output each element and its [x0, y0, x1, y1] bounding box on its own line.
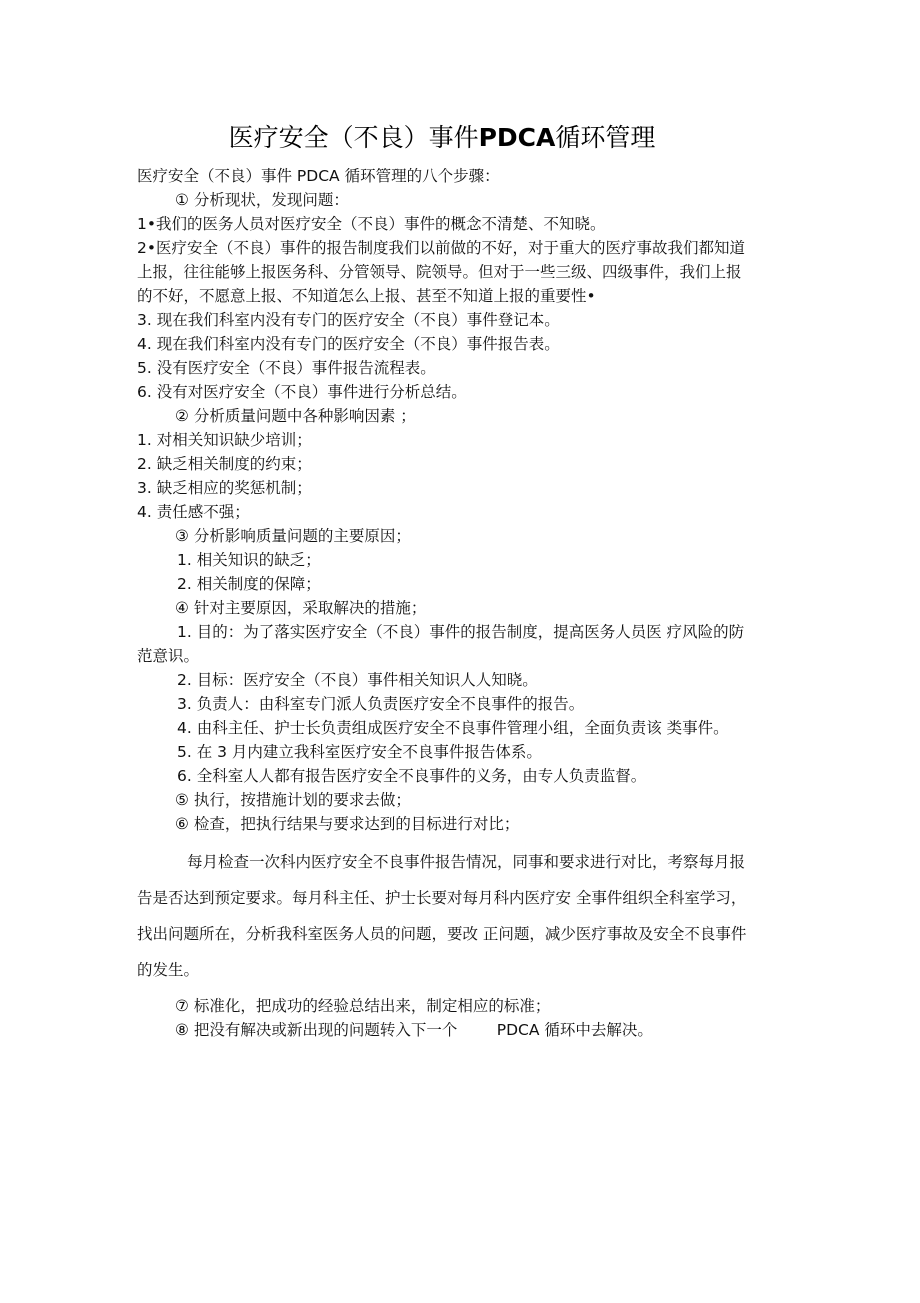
- step-4-item: 3. 负责人：由科室专门派人负责医疗安全不良事件的报告。: [177, 695, 585, 713]
- step-2-item: 3. 缺乏相应的奖惩机制；: [137, 479, 312, 497]
- title-text-pre: 医疗安全（不良）事件: [228, 123, 479, 152]
- step-4-item: 5. 在 3 月内建立我科室医疗安全不良事件报告体系。: [177, 743, 542, 761]
- intro-line: 医疗安全（不良）事件 PDCA 循环管理的八个步骤：: [137, 167, 500, 185]
- step-1-item: 5. 没有医疗安全（不良）事件报告流程表。: [137, 359, 436, 377]
- step-1-item: 2•医疗安全（不良）事件的报告制度我们以前做的不好，对于重大的医疗事故我们都知道上报，往往能够上报医务科、分管领导、院领导。但对于一些三级、四级事件，我们上报的不好，不愿意上报、不知道怎么上报、甚至不知道上报的重要性•: [137, 239, 746, 305]
- title-text-pdca: PDCA: [478, 123, 556, 152]
- step-1-item: 3. 现在我们科室内没有专门的医疗安全（不良）事件登记本。: [137, 311, 560, 329]
- document-body: [137, 164, 749, 1042]
- step-5-heading: ⑤ 执行，按措施计划的要求去做；: [175, 791, 411, 809]
- step-1-heading: ① 分析现状，发现问题：: [175, 191, 349, 209]
- title-text-post: 循环管理: [555, 123, 656, 152]
- step-7-heading: ⑦ 标准化，把成功的经验总结出来，制定相应的标准；: [175, 997, 551, 1015]
- step-3-item: 1. 相关知识的缺乏；: [177, 551, 321, 569]
- step-2-item: 2. 缺乏相关制度的约束；: [137, 455, 312, 473]
- step-6-heading: ⑥ 检查，把执行结果与要求达到的目标进行对比；: [175, 815, 520, 833]
- step-2-item: 4. 责任感不强；: [137, 503, 250, 521]
- step-3-item: 2. 相关制度的保障；: [177, 575, 321, 593]
- step-1-item: 1•我们的医务人员对医疗安全（不良）事件的概念不清楚、不知晓。: [137, 215, 606, 233]
- step-4-item: 4. 由科主任、护士长负责组成医疗安全不良事件管理小组，全面负责该 类事件。: [177, 719, 729, 737]
- step-8-heading: ⑧ 把没有解决或新出现的问题转入下一个 PDCA 循环中去解决。: [175, 1021, 653, 1039]
- step-1-item: 6. 没有对医疗安全（不良）事件进行分析总结。: [137, 383, 467, 401]
- step-4-item: 2. 目标：医疗安全（不良）事件相关知识人人知晓。: [177, 671, 538, 689]
- step-3-heading: ③ 分析影响质量问题的主要原因；: [175, 527, 411, 545]
- step-2-heading: ② 分析质量问题中各种影响因素 ；: [175, 407, 416, 425]
- step-2-item: 1. 对相关知识缺少培训；: [137, 431, 312, 449]
- step-4-item: 6. 全科室人人都有报告医疗安全不良事件的义务，由专人负责监督。: [177, 767, 647, 785]
- step-4-heading: ④ 针对主要原因，采取解决的措施；: [175, 599, 427, 617]
- document-title: [0, 122, 884, 154]
- step-4-item: 1. 目的：为了落实医疗安全（不良）事件的报告制度，提高医务人员医 疗风险的防范意识。: [137, 623, 745, 665]
- step-6-paragraph: 每月检查一次科内医疗安全不良事件报告情况，同事和要求进行对比，考察每月报告是否达到预定要求。每月科主任、护士长要对每月科内医疗安 全事件组织全科室学习，找出问题所在，分析我科室医务人员的问题，要改 正问题，减少医疗事故及安全不良事件的发生。: [137, 853, 747, 979]
- step-1-item: 4. 现在我们科室内没有专门的医疗安全（不良）事件报告表。: [137, 335, 560, 353]
